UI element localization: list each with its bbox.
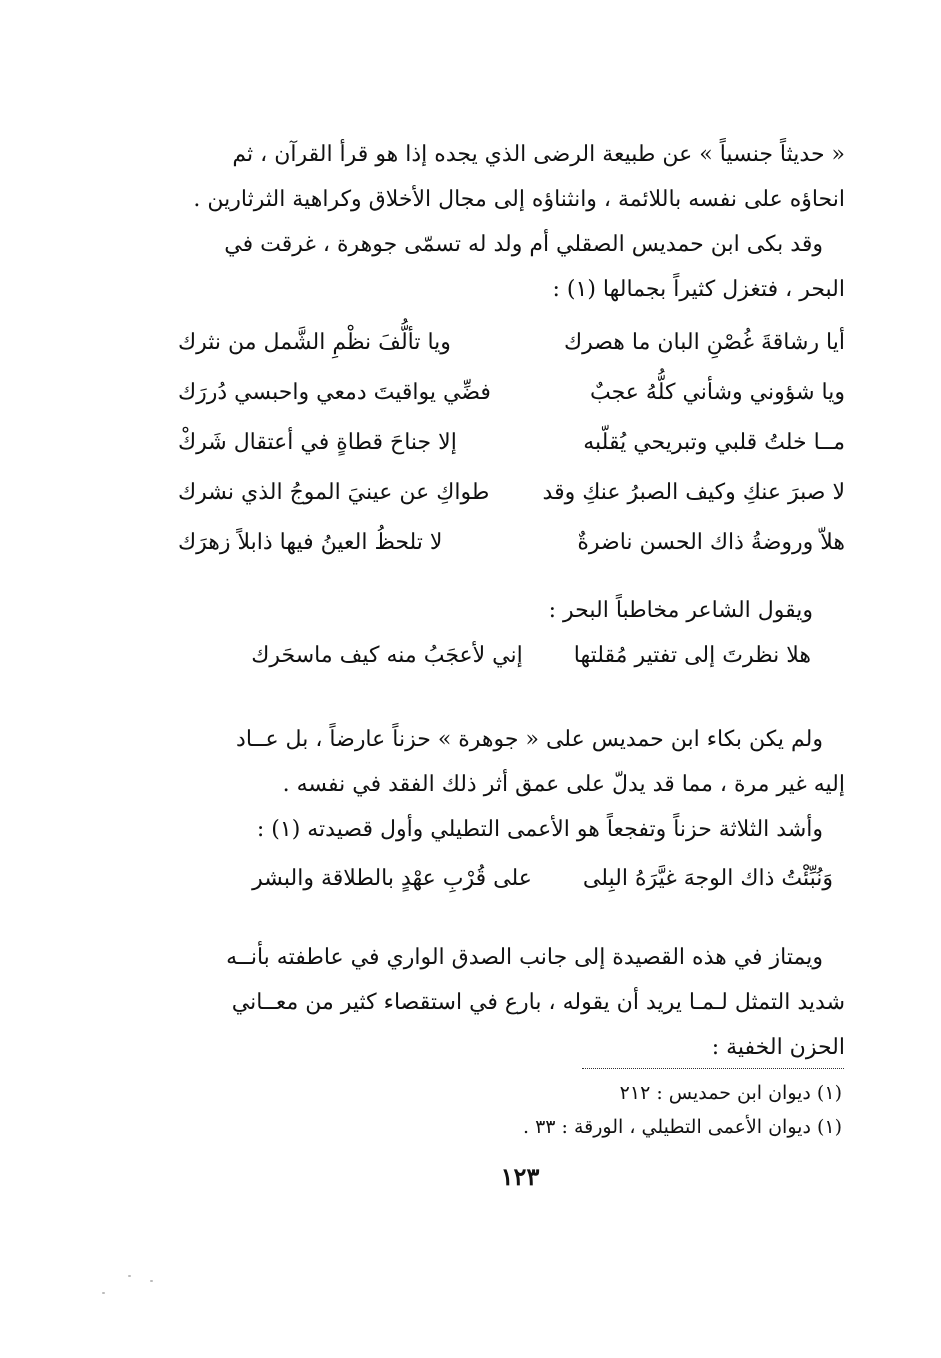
first-hemistich: هلا نظرتَ إلى تفتير مُقلتها (573, 643, 811, 668)
first-hemistich: ويا شؤوني وشأني كلُّهُ عجبٌ (589, 380, 845, 405)
second-hemistich: على قُرْبِ عهْدٍ بالطلاقة والبشر (252, 866, 532, 891)
text-line: « حديثاً جنسياً » عن طبيعة الرضى الذي يجده إذا هو قرأ القرآن ، ثم (232, 142, 845, 167)
verse-2 (207, 643, 811, 668)
verse-line (178, 418, 845, 468)
first-hemistich: وَنُبِّئْتُ ذاك الوجهَ غيَّرَهُ البِلى (582, 866, 833, 891)
second-hemistich: لا تلحظُ العينُ فيها ذابلاً زهرَك (178, 530, 443, 555)
verse-line (178, 468, 845, 518)
intro-2 (170, 588, 845, 633)
text-line: وأشد الثلاثة حزناً وتفجعاً هو الأعمى التطيلي وأول قصيدته (١) : (256, 817, 823, 842)
verse-line (178, 518, 845, 568)
text-line: انحاؤه على نفسه باللائمة ، وانثناؤه إلى مجال الأخلاق وكراهية الثرثارين . (193, 187, 845, 212)
text-line: الحزن الخفية : (711, 1035, 845, 1060)
footnote-divider (582, 1068, 844, 1069)
second-hemistich: إني لأعجَبُ منه كيف ماسحَرك (251, 643, 523, 668)
paragraph-2 (170, 222, 845, 312)
second-hemistich: ويا تألُّفَ نظْمِ الشَّمل من نثرك (178, 330, 451, 355)
text-line: ويقول الشاعر مخاطباً البحر : (548, 598, 813, 623)
verse-line (178, 318, 845, 368)
footnote: (١) ديوان ابن حمديس : ٢١٢ (619, 1082, 842, 1104)
paragraph-1 (170, 132, 845, 222)
verse-line (178, 368, 845, 418)
first-hemistich: أيا رشاقةَ غُصْنِ البان ما هصرك (563, 330, 845, 355)
first-hemistich: لا صبرَ عنكِ وكيف الصبرُ عنكِ وقد (542, 480, 845, 505)
footnotes (470, 1076, 842, 1144)
paragraph-3 (170, 717, 845, 852)
text-line: البحر ، فتغزل كثيراً بجمالها (١) : (552, 277, 845, 302)
poem-1 (178, 318, 845, 568)
text-line: ويمتاز في هذه القصيدة إلى جانب الصدق الواري في عاطفته بأنــه (226, 945, 823, 970)
paragraph-4 (170, 935, 845, 1070)
second-hemistich: إلا جناحَ قطاةٍ في أعتقال شَركْ (178, 430, 457, 455)
second-hemistich: طواكِ عن عينيَ الموجُ الذي نشرك (178, 480, 490, 505)
text-line: شديد التمثل لـمـا يريد أن يقوله ، بارع في استقصاء كثير من معــاني (231, 990, 845, 1015)
footnote: (١) ديوان الأعمى التطيلي ، الورقة : ٣٣ . (522, 1116, 842, 1138)
text-line: إليه غير مرة ، مما قد يدلّ على عمق أثر ذلك الفقد في نفسه . (282, 772, 845, 797)
first-hemistich: هلاّ وروضةُ ذاك الحسن ناضرةٌ (577, 530, 845, 555)
scan-speck (128, 1275, 131, 1277)
second-hemistich: فضِّي يواقيتَ دمعي واحبسي دُررَك (178, 380, 491, 405)
text-line: ولم يكن بكاء ابن حمديس على « جوهرة » حزناً عارضاً ، بل عــاد (236, 727, 823, 752)
verse-3 (208, 866, 833, 891)
first-hemistich: مــا خلتُ قلبي وتبريحي يُقلّبه (583, 430, 845, 455)
text-line: وقد بكى ابن حمديس الصقلي أم ولد له تسمّى جوهرة ، غرقت في (224, 232, 823, 257)
scan-speck (102, 1292, 105, 1294)
scan-speck (150, 1280, 153, 1282)
page-number: ١٢٣ (500, 1162, 540, 1191)
